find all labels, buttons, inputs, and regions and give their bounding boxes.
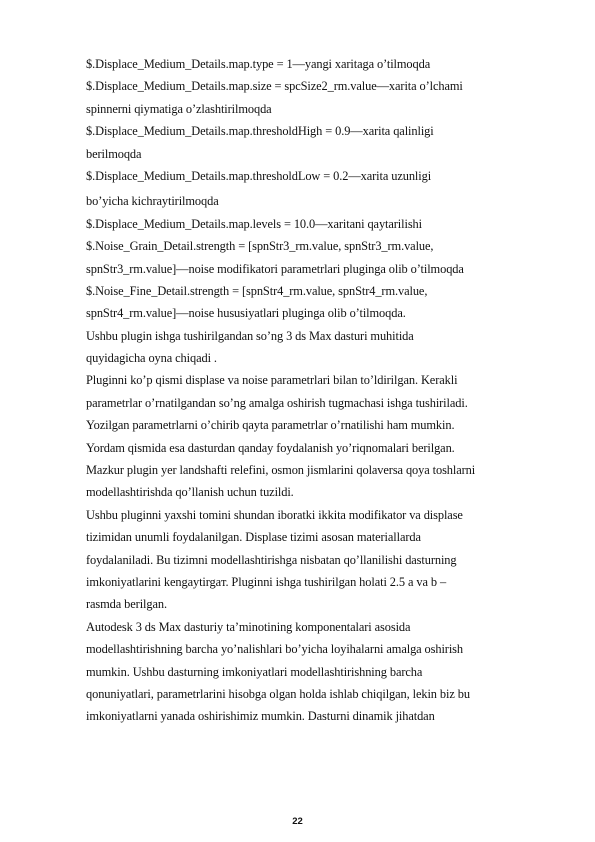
text-line: Yozilgan parametrlarni o’chirib qayta parametrlar o’rnatilishi ham mumkin. (86, 418, 455, 433)
text-line: imkoniyatlarini kengaytirgaт. Pluginni ishga tushirilgan holati 2.5 a va b – (86, 574, 447, 589)
text-line: Pluginni ko’p qismi displase va noise parametrlari bilan to’ldirilgan. Kerakli (86, 373, 458, 388)
text-line: bo’yicha kichraytirilmoqda (86, 194, 219, 209)
text-line: imkoniyatlarni yanada oshirishimiz mumkin. Dasturni dinamik jihatdan (86, 709, 435, 724)
text-line: Ushbu pluginni yaxshi tomini shundan iboratki ikkita modifikator va displase (86, 507, 463, 522)
text-line: modellashtirishda qo’llanish uchun tuzildi. (86, 485, 294, 500)
text-line: mumkin. Ushbu dasturning imkoniyatlari modellashtirishning barcha (86, 664, 423, 679)
text-line: Yordam qismida esa dasturdan qanday foydalanish yo’riqnomalari berilgan. (86, 440, 455, 455)
text-line: $.Displace_Medium_Details.map.size = spcSize2_rm.value—xarita o’lchami (86, 79, 463, 94)
body-text (86, 53, 541, 728)
text-line: foydalaniladi. Bu tizimni modellashtirishga nisbatan qo’llanilishi dasturning (86, 552, 457, 567)
text-line: tizimidan unumli foydalanilgan. Displase tizimi asosan materiallarda (86, 530, 421, 545)
text-line: qonuniyatlari, parametrlarini hisobga olgan holda ishlab chiqilgan, lekin biz bu (86, 686, 470, 701)
text-line: spnStr3_rm.value]—noise modifikatori parametrlari pluginga olib o’tilmoqda (86, 261, 464, 276)
text-line: parametrlar o’rnatilgandan so’ng amalga oshirish tugmachasi ishga tushiriladi. (86, 395, 468, 410)
text-line: $.Noise_Fine_Detail.strength = [spnStr4_rm.value, spnStr4_rm.value, (86, 283, 428, 298)
text-line: Autodesk 3 ds Max dasturiy ta’minotining komponentalari asosida (86, 619, 411, 634)
text-line: modellashtirishning barcha yo’nalishlari bo’yicha loyihalarni amalga oshirish (86, 642, 463, 657)
page-number: 22 (292, 816, 303, 827)
text-line: Mazkur plugin yer landshafti relefini, osmon jismlarini qolaversa qoya toshlarni (86, 463, 476, 478)
text-line: $.Displace_Medium_Details.map.levels = 10.0—xaritani qaytarilishi (86, 216, 422, 231)
text-line: $.Displace_Medium_Details.map.type = 1—yangi xaritaga o’tilmoqda (86, 57, 431, 71)
text-line: spinnerni qiymatiga o’zlashtirilmoqda (86, 101, 272, 116)
text-line: $.Displace_Medium_Details.map.thresholdLow = 0.2—xarita uzunligi (86, 168, 432, 183)
text-line: spnStr4_rm.value]—noise hususiyatlari pluginga olib o’tilmoqda. (86, 306, 406, 321)
text-line: $.Displace_Medium_Details.map.thresholdHigh = 0.9—xarita qalinligi (86, 124, 434, 139)
text-line: Ushbu plugin ishga tushirilgandan so’ng 3 ds Max dasturi muhitida (86, 328, 414, 343)
text-line: berilmoqda (86, 146, 142, 161)
text-line: $.Noise_Grain_Detail.strength = [spnStr3_rm.value, spnStr3_rm.value, (86, 239, 434, 254)
text-line: quyidagicha oyna chiqadi . (86, 351, 217, 366)
text-line: rasmda berilgan. (86, 597, 167, 612)
